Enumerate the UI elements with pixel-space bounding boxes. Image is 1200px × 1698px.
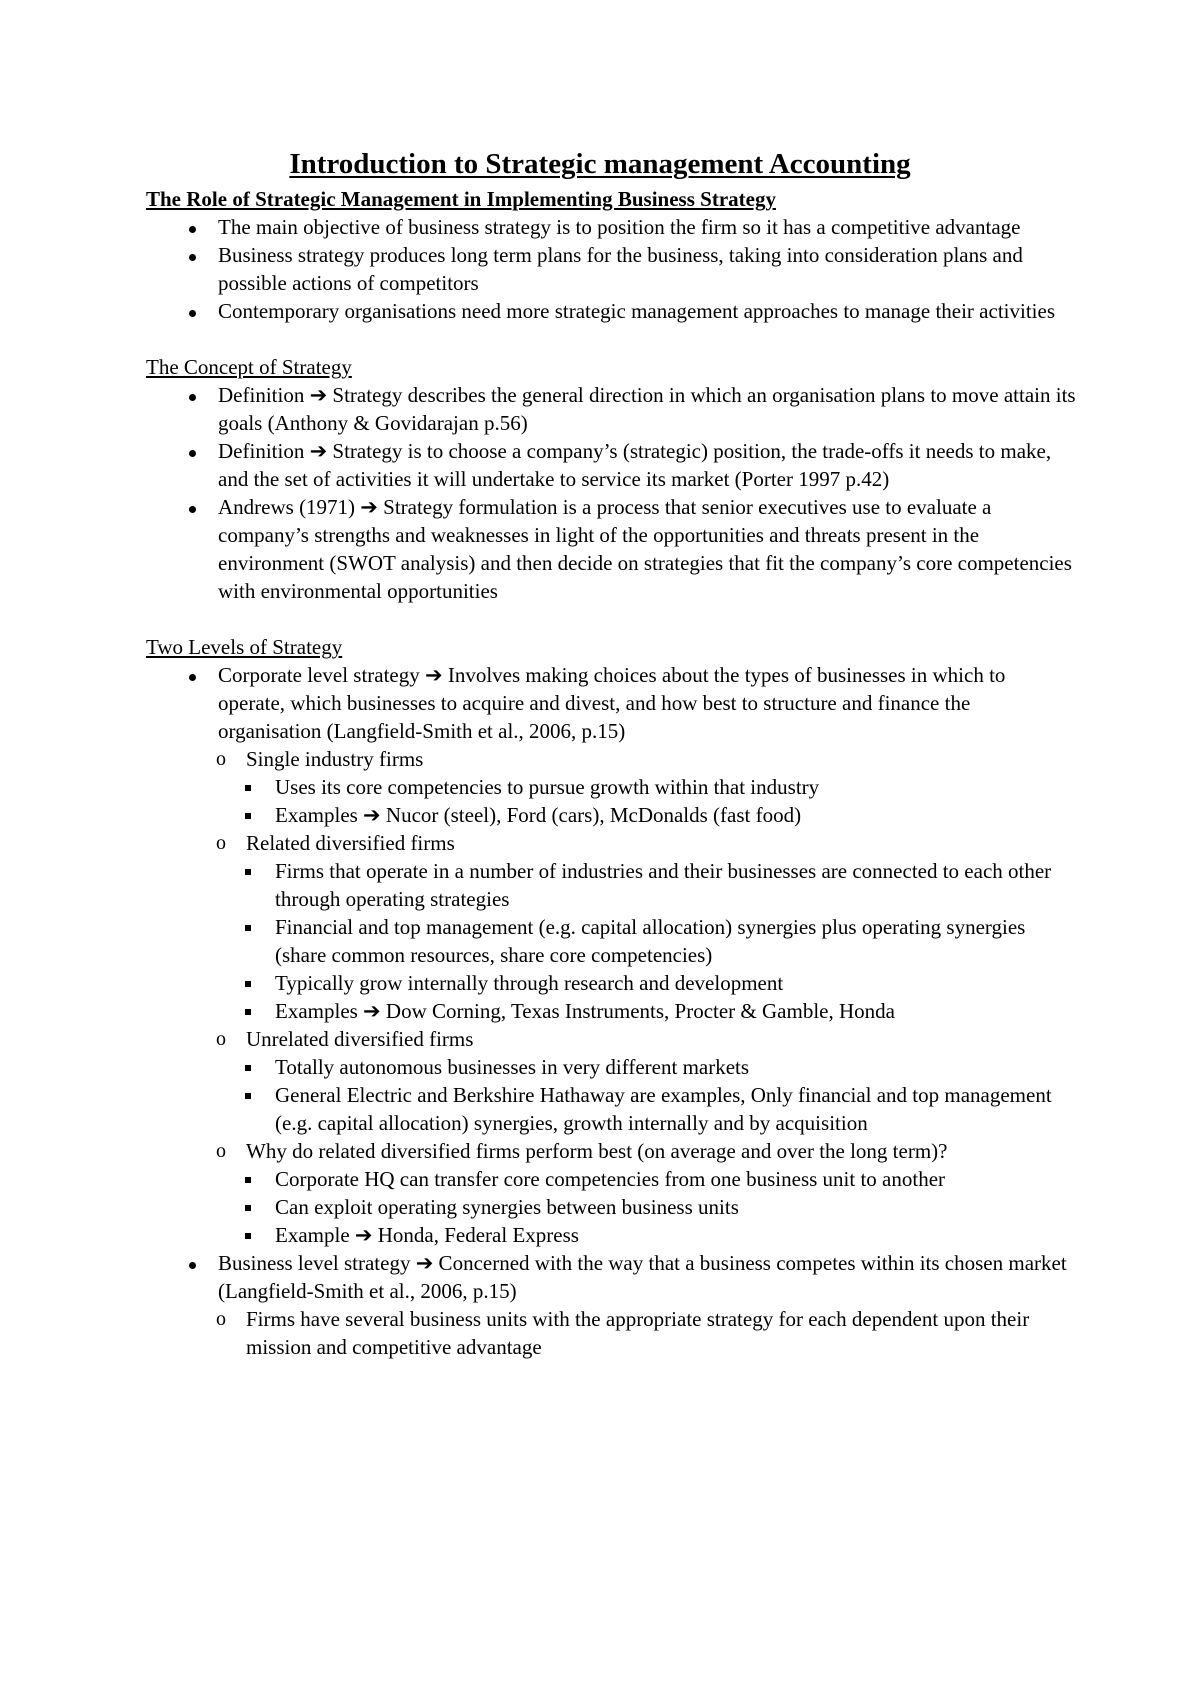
list-item: o Unrelated diversified firms xyxy=(216,1027,474,1051)
bullet-list-concept xyxy=(146,381,1076,605)
section-heading-concept: The Concept of Strategy xyxy=(146,355,352,379)
bullet-list-levels xyxy=(146,661,1076,1361)
list-item: Example ➔ Honda, Federal Express xyxy=(146,1221,1076,1249)
square-bullet-icon xyxy=(243,1165,253,1193)
bullet-icon xyxy=(186,241,198,269)
list-item: Can exploit operating synergies between business units xyxy=(146,1193,1076,1221)
document-body xyxy=(146,185,1076,1361)
list-item: Andrews (1971) ➔ Strategy formulation is a process that senior executives use to evaluate a company’s strengths and weaknesses in light of the opportunities and threats present in the environment (SWOT analysis) and then decide on strategies that fit the company’s core competencies with environmental opportunities xyxy=(146,493,1076,605)
bullet-icon xyxy=(186,437,198,465)
page-title: Introduction to Strategic management Accounting xyxy=(289,148,911,180)
list-item: Contemporary organisations need more strategic management approaches to manage their activities xyxy=(146,297,1076,325)
list-item: Definition ➔ Strategy is to choose a company’s (strategic) position, the trade-offs it needs to make, and the set of activities it will undertake to service its market (Porter 1997 p.42) xyxy=(146,437,1076,493)
list-item: Definition ➔ Strategy describes the general direction in which an organisation plans to move attain its goals (Anthony & Govidarajan p.56) xyxy=(146,381,1076,437)
circle-bullet-icon: o xyxy=(216,748,226,770)
square-bullet-icon xyxy=(243,1193,253,1221)
bullet-icon xyxy=(186,213,198,241)
list-item: o Firms have several business units with the appropriate strategy for each dependent upon their mission and competitive advantage xyxy=(216,1307,1030,1359)
list-item: o Why do related diversified firms perform best (on average and over the long term)? xyxy=(216,1139,948,1163)
list-item: Corporate HQ can transfer core competencies from one business unit to another xyxy=(146,1165,1076,1193)
bullet-icon xyxy=(186,661,198,689)
list-item: Examples ➔ Dow Corning, Texas Instruments, Procter & Gamble, Honda xyxy=(146,997,1076,1025)
square-bullet-icon xyxy=(243,913,253,941)
list-item: Business strategy produces long term plans for the business, taking into consideration plans and possible actions of competitors xyxy=(146,241,1076,297)
list-item: The main objective of business strategy is to position the firm so it has a competitive advantage xyxy=(146,213,1076,241)
square-bullet-icon xyxy=(243,997,253,1025)
list-item: Financial and top management (e.g. capital allocation) synergies plus operating synergies (share common resources, share core competencies) xyxy=(146,913,1076,969)
list-item: o Single industry firms xyxy=(216,747,424,771)
list-item: Uses its core competencies to pursue growth within that industry xyxy=(146,773,1076,801)
list-item: o Related diversified firms xyxy=(216,831,455,855)
bullet-icon xyxy=(186,493,198,521)
bullet-icon xyxy=(186,381,198,409)
circle-bullet-icon: o xyxy=(216,832,226,854)
bullet-list-role xyxy=(146,213,1076,325)
list-item: Business level strategy ➔ Concerned with the way that a business competes within its chosen market (Langfield-Smith et al., 2006, p.15) xyxy=(146,1249,1076,1305)
list-item: Totally autonomous businesses in very different markets xyxy=(146,1053,1076,1081)
list-item: General Electric and Berkshire Hathaway are examples, Only financial and top management (e.g. capital allocation) synergies, growth internally and by acquisition xyxy=(146,1081,1076,1137)
list-item: Firms that operate in a number of industries and their businesses are connected to each other through operating strategies xyxy=(146,857,1076,913)
list-item: Typically grow internally through research and development xyxy=(146,969,1076,997)
square-bullet-icon xyxy=(243,801,253,829)
list-item: Corporate level strategy ➔ Involves making choices about the types of businesses in which to operate, which businesses to acquire and divest, and how best to structure and finance the organisation (Langfield-Smith et al., 2006, p.15) xyxy=(146,661,1076,745)
square-bullet-icon xyxy=(243,1221,253,1249)
section-heading-role: The Role of Strategic Management in Implementing Business Strategy xyxy=(146,187,776,211)
bullet-icon xyxy=(186,297,198,325)
circle-bullet-icon: o xyxy=(216,1308,226,1330)
circle-bullet-icon: o xyxy=(216,1028,226,1050)
list-item: Examples ➔ Nucor (steel), Ford (cars), McDonalds (fast food) xyxy=(146,801,1076,829)
square-bullet-icon xyxy=(243,1053,253,1081)
square-bullet-icon xyxy=(243,969,253,997)
bullet-icon xyxy=(186,1249,198,1277)
square-bullet-icon xyxy=(243,857,253,885)
section-heading-levels: Two Levels of Strategy xyxy=(146,635,343,659)
square-bullet-icon xyxy=(243,1081,253,1109)
square-bullet-icon xyxy=(243,773,253,801)
circle-bullet-icon: o xyxy=(216,1140,226,1162)
